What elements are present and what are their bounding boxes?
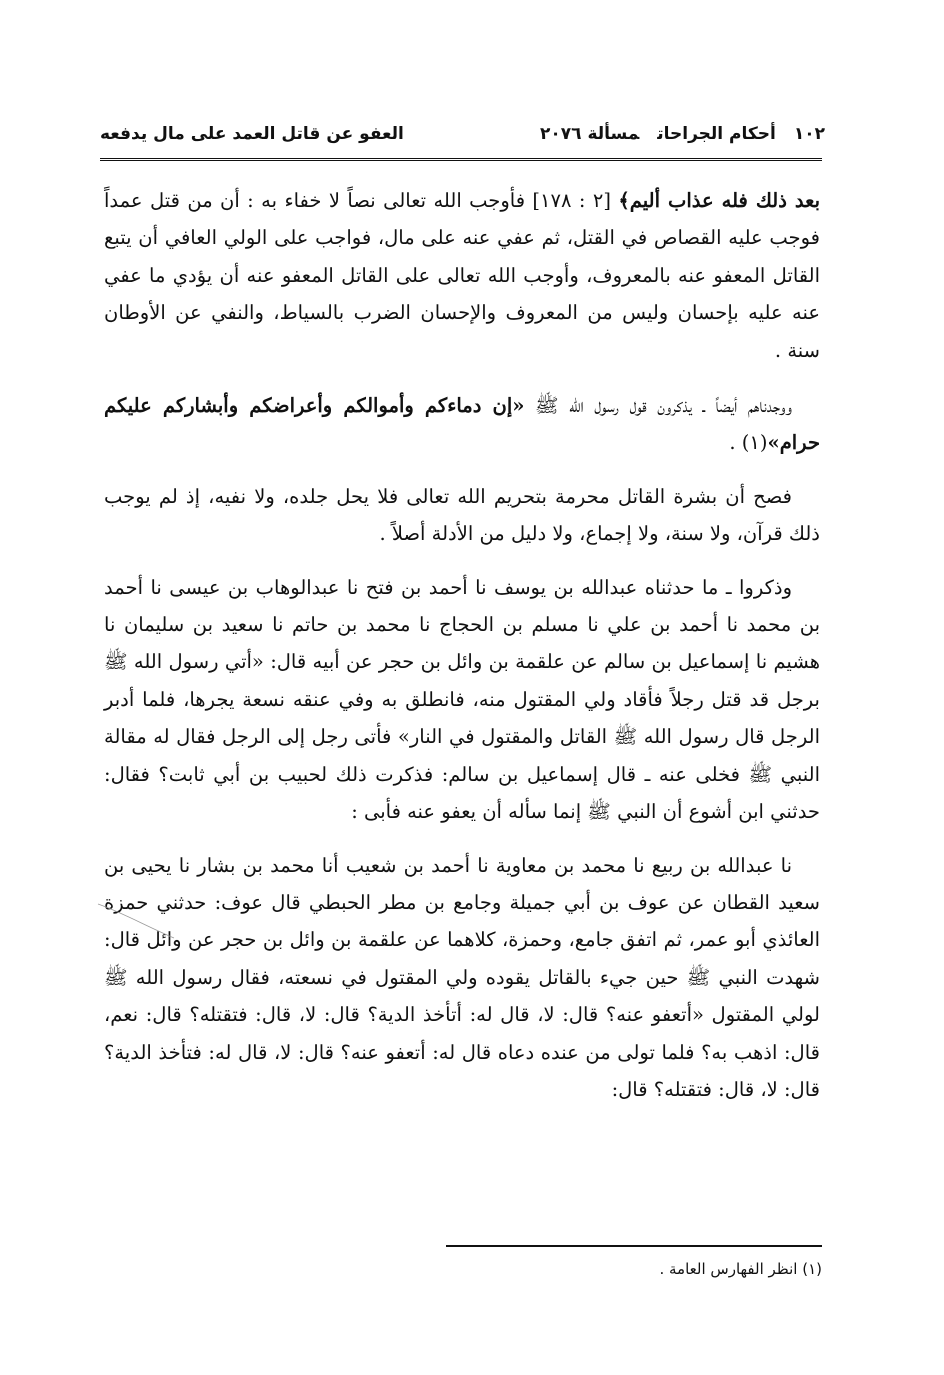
paragraph-1-text: [٢ : ١٧٨] فأوجب الله تعالى نصاً لا خفاء به : أن من قتل عمداً فوجب عليه القصاص في القتل، ثم عفي عنه على مال، فواجب على الولي العافي أن يتبع القاتل المعفو عنه بالمعروف، وأوجب الله تعالى على القاتل المعفو عنه أن يؤدي ما عفي عنه عليه بإحسان وليس من المعروف والإحسان الضرب بالسياط، والنفي عن الأوطان سنة . [104,189,820,362]
paragraph-3-text: فصح أن بشرة القاتل محرمة بتحريم الله تعالى فلا يحل جلده، ولا نفيه، إذ لم يوجب ذلك قرآن، ولا سنة، ولا إجماع، ولا دليل من الأدلة أصلاً . [104,484,820,546]
paragraph-4-text: وذكروا ـ ما حدثناه عبدالله بن يوسف نا أحمد بن فتح نا عبدالوهاب بن عيسى نا أحمد بن محمد نا أحمد بن علي نا مسلم بن الحجاج نا محمد بن حاتم نا سعيد بن سليمان نا هشيم نا إسماعيل بن سالم عن علقمة بن وائل بن حجر عن أبيه قال: «أتي رسول الله ﷺ برجل قد قتل رجلاً فأقاد ولي المقتول منه، فانطلق به وفي عنقه نسعة يجرها، فلما أدبر الرجل قال رسول الله ﷺ القاتل والمقتول في النار» فأتى رجل إلى الرجل فقال له مقالة النبي ﷺ فخلى عنه ـ قال إسماعيل بن سالم: فذكرت ذلك لحبيب بن أبي ثابت؟ فقال: حدثني ابن أشوع أن النبي ﷺ إنما سأله أن يعفو عنه فأبى : [104,575,820,824]
page-number: ١٠٢ [793,124,825,144]
footnote-rule [446,1245,822,1247]
running-header [100,124,825,154]
paragraph-4 [104,569,820,831]
paragraph-2 [104,387,820,462]
header-rule [100,158,822,161]
paragraph-3 [104,478,820,553]
paragraph-1 [104,182,820,369]
header-right [522,124,825,144]
hadith-quote: «إن دماءكم وأموالكم وأعراضكم وأبشاركم عليكم حرام» [104,394,820,455]
issue-number: مسألة ٢٠٧٦ [540,124,640,144]
footnote: (١) انظر الفهارس العامة . [659,1260,822,1278]
quran-verse-end: بعد ذلك فله عذاب أليم﴾ [618,189,820,212]
paragraph-2-text: ووجدناهم أيضاً ـ يذكرون قول رسول الله ﷺ [524,394,793,418]
body-text [104,182,820,1124]
footnote-ref: (١) . [729,431,768,455]
paragraph-5 [104,847,820,1109]
paragraph-5-text: نا عبدالله بن ربيع نا محمد بن معاوية نا أحمد بن شعيب أنا محمد بن بشار نا يحيى بن سعيد القطان عن عوف بن أبي جميلة وجامع بن مطر الحبطي قال عوف: حدثني حمزة العائذي أبو عمر، ثم اتفق جامع، وحمزة، كلاهما عن علقمة بن وائل بن حجر عن وائل قال: شهدت النبي ﷺ حين جيء بالقاتل يقوده ولي المقتول في نسعته، فقال رسول الله ﷺ لولي المقتول «أتعفو عنه؟ قال: لا، قال له: أتأخذ الدية؟ قال: لا، قال: فتقتله؟ قال: نعم، قال: اذهب به؟ فلما تولى من عنده دعاه قال له: أتعفو عنه؟ قال: لا، قال له: فتأخذ الدية؟ قال: لا، قال: فتقتله؟ قال: [104,853,820,1101]
scan-mark [96,900,176,940]
book-title: أحكام الجراحات [657,124,776,144]
section-title: العفو عن قاتل العمد على مال يدفعه [100,124,404,144]
